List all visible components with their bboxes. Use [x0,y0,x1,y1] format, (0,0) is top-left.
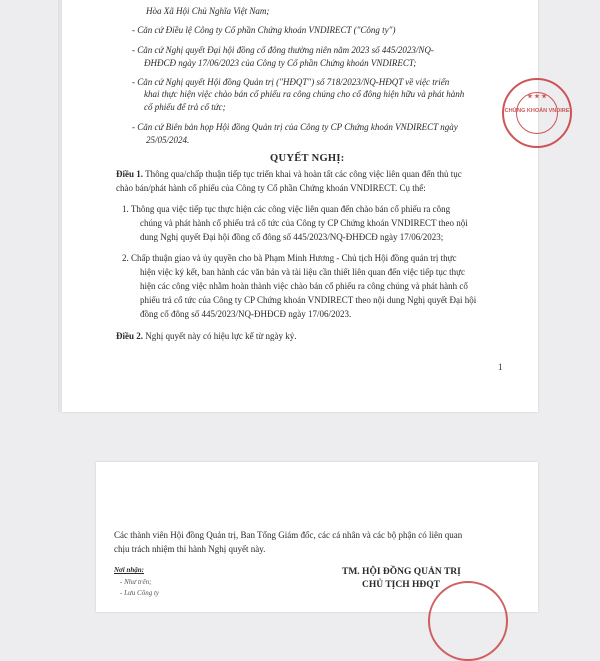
article-2 [116,331,296,342]
text-line: - Căn cứ Nghị quyết Đại hội đồng cổ đông thường niên năm 2023 số 445/2023/NQ- [132,45,434,55]
article-1-label: Điều 1. [116,169,143,179]
document-page-2[interactable] [96,462,538,612]
document-page-1[interactable] [62,0,570,412]
seal-text: ★ ★ ★ [527,94,547,100]
text-line: - Căn cứ Nghị quyết Hội đồng Quản trị ("HĐQT") số 718/2023/NQ-HĐQT về việc triển [132,77,450,87]
text-line: dung Nghị quyết Đại hội đồng cổ đông số 445/2023/NQ-ĐHĐCĐ ngày 17/06/2023; [140,232,444,242]
recipients-label: Nơi nhận: [114,566,145,574]
article-2-text: Nghị quyết này có hiệu lực kể từ ngày ký. [145,331,297,341]
text-line: hiện việc ký kết, ban hành các văn bản và tài liệu cần thiết liên quan đến việc tiếp tục thực [140,267,466,277]
recipient-item: - Lưu Công ty [120,589,160,597]
signature-seal-stamp [428,581,508,661]
seal-text: CHỨNG KHOÁN VNDIRE [504,108,570,114]
text-line: - Căn cứ Điều lệ Công ty Cổ phần Chứng khoán VNDIRECT ("Công ty") [132,25,396,35]
text-line: cổ phiếu để trả cổ tức; [144,102,226,112]
signature-title-2: CHỦ TỊCH HĐQT [362,580,440,590]
text-line: chịu trách nhiệm thi hành Nghị quyết này. [114,544,266,554]
text-line: 1. Thông qua việc tiếp tục thực hiện các công việc liên quan đến chào bán cổ phiếu ra công [122,204,451,214]
text-line: ĐHĐCĐ ngày 17/06/2023 của Công ty Cổ phần Chứng khoán VNDIRECT; [144,58,417,68]
article-2-label: Điều 2. [116,331,143,341]
text-line: - Căn cứ Biên bản họp Hội đồng Quản trị của Công ty CP Chứng khoán VNDIRECT ngày [132,122,458,132]
text-line: khai thực hiện việc chào bán cổ phiếu ra công chúng cho cổ đông hiện hữu và phát hành [144,89,465,99]
text-line: hiện các công việc nhằm hoàn thành việc chào bán cổ phiếu ra công chúng và phát hành cổ [140,281,468,291]
text-line: chào bán/phát hành cổ phiếu của Công ty Cổ phần Chứng khoán VNDIRECT. Cụ thể: [116,183,426,193]
article-1-line-1 [116,169,462,180]
page-number: 1 [498,362,503,372]
company-seal-stamp [502,78,572,148]
text-line: Hòa Xã Hội Chủ Nghĩa Việt Nam; [146,6,270,16]
signature-title-1: TM. HỘI ĐỒNG QUẢN TRỊ [342,567,461,577]
text-line: phiếu trả cổ tức của Công ty CP Chứng khoán VNDIRECT theo nội dung Nghị quyết Đại hội [140,295,477,305]
resolution-heading: QUYẾT NGHỊ: [270,153,345,164]
text-line: chúng và phát hành cổ phiếu trả cổ tức của Công ty CP Chứng khoán VNDIRECT theo nội [140,218,468,228]
recipient-item: - Như trên; [120,578,152,586]
text-line: đồng cổ đông số 445/2023/NQ-ĐHĐCĐ ngày 17/06/2023. [140,309,352,319]
text-line: 2. Chấp thuận giao và ủy quyền cho bà Phạm Minh Hương - Chủ tịch Hội đồng quản trị thực [122,253,457,263]
text-line: 25/05/2024. [146,135,190,145]
text-line: Các thành viên Hội đồng Quản trị, Ban Tổng Giám đốc, các cá nhân và các bộ phận có liên quan [114,530,463,540]
article-1-text: Thông qua/chấp thuận tiếp tục triển khai và hoàn tất các công việc liên quan đến thủ tục [145,169,462,179]
